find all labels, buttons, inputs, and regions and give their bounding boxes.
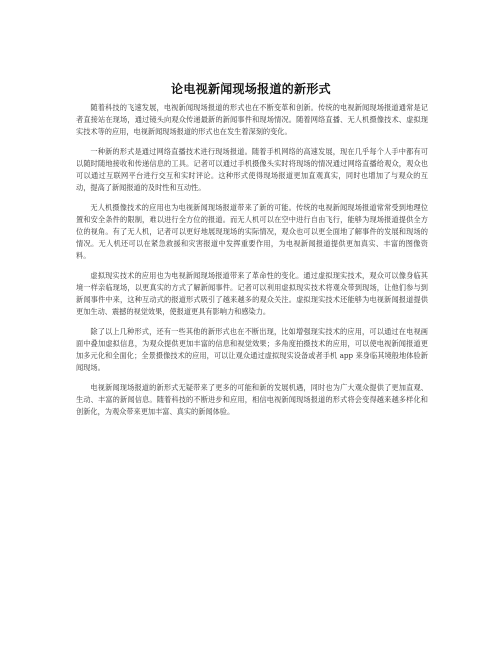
paragraph: 一种新的形式是通过网络直播技术进行现场报道。随着手机网络的高速发展，现在几乎每个人手中都有可以随时随地接收和传递信息的工具。记者可以通过手机摄像头实时将现场的情况通过网络直播给观众，观众也可以通过互联网平台进行交互和实时评论。这种形式使得现场报道更加直观真实，同时也增加了与观众的互动，提高了新闻报道的及时性和互动性。	[76, 147, 428, 192]
paragraph: 随着科技的飞速发展，电视新闻现场报道的形式也在不断变革和创新。传统的电视新闻现场报道通常是记者直接站在现场，通过镜头向观众传递最新的新闻事件和现场情况。随着网络直播、无人机摄像技术、虚拟现实技术等的应用，电视新闻现场报道的形式也在发生着深刻的变化。	[76, 103, 428, 136]
page-title: 论电视新闻现场报道的新形式	[171, 82, 331, 96]
paragraph: 除了以上几种形式，还有一些其他的新形式也在不断出现，比如增强现实技术的应用，可以通过在电视画面中叠加虚拟信息，为观众提供更加丰富的信息和视觉效果；多角度拍摄技术的应用，可以使电视新闻报道更加多元化和全面化；全景摄像技术的应用，可以让观众通过虚拟现实设备或者手机 app 来身临其境般地体验新闻现场。	[76, 327, 428, 372]
article-body	[76, 102, 428, 426]
paragraph: 虚拟现实技术的应用也为电视新闻现场报道带来了革命性的变化。通过虚拟现实技术，观众可以像身临其境一样亲临现场，以更真实的方式了解新闻事件。记者可以利用虚拟现实技术将观众带到现场，让他们参与到新闻事件中来，这种互动式的报道形式吸引了越来越多的观众关注。虚拟现实技术还能够为电视新闻报道提供更加生动、震撼的视觉效果，使报道更具有影响力和感染力。	[76, 271, 428, 316]
paragraph: 无人机摄像技术的应用也为电视新闻现场报道带来了新的可能。传统的电视新闻现场报道常常受到地理位置和安全条件的限制，难以进行全方位的报道。而无人机可以在空中进行自由飞行，能够为现场报道提供全方位的视角。有了无人机，记者可以更好地展现现场的实际情况，观众也可以更全面地了解事件的发展和现场的情况。无人机还可以在紧急救援和灾害报道中发挥重要作用，为电视新闻报道提供更加真实、丰富的图像资料。	[76, 203, 428, 260]
paragraph: 电视新闻现场报道的新形式无疑带来了更多的可能和新的发展机遇，同时也为广大观众提供了更加直观、生动、丰富的新闻信息。随着科技的不断进步和应用，相信电视新闻现场报道的形式将会变得越来越多样化和创新化，为观众带来更加丰富、真实的新闻体验。	[76, 383, 428, 416]
